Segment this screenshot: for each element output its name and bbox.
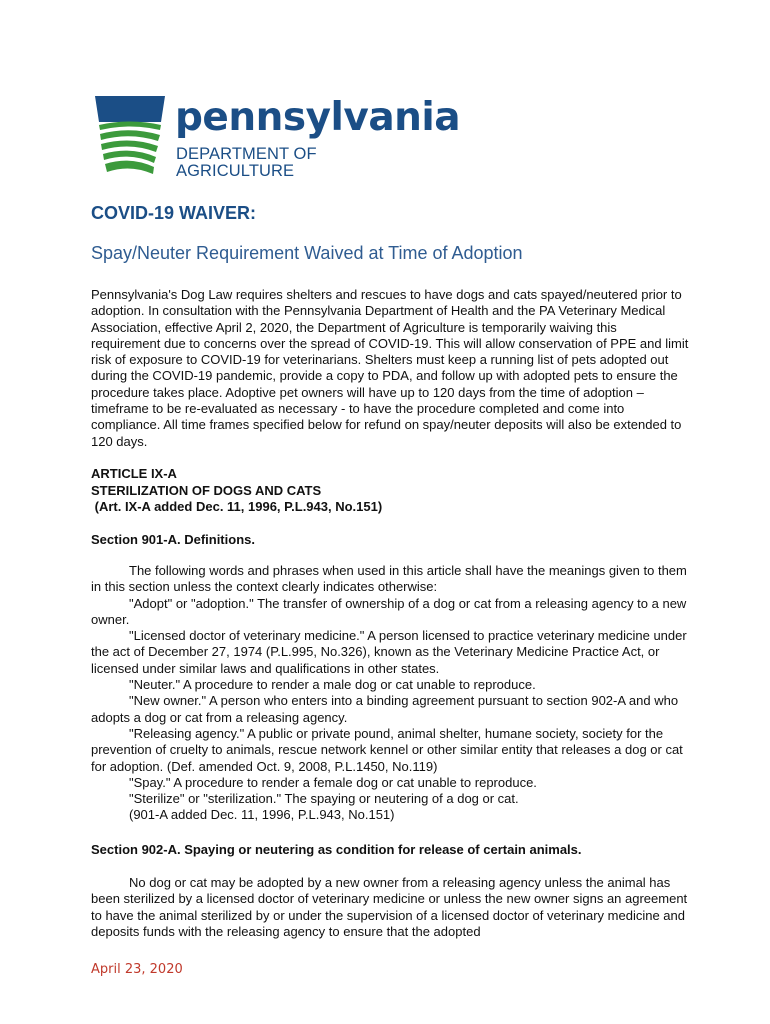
article-citation: (Art. IX-A added Dec. 11, 1996, P.L.943, No.151) [91,499,383,514]
article-number: ARTICLE IX-A [91,466,177,481]
logo-name: pennsylvania [175,95,461,140]
page-subtitle: Spay/Neuter Requirement Waived at Time of Adoption [91,243,523,263]
footer-date: April 23, 2020 [91,962,183,977]
definitions-intro: The following words and phrases when used in this article shall have the meanings given to them in this section unless the context clearly indicates otherwise: [91,563,687,595]
definition-neuter: "Neuter." A procedure to render a male dog or cat unable to reproduce. [129,677,536,693]
definition-sterilize: "Sterilize" or "sterilization." The spaying or neutering of a dog or cat. [129,791,519,807]
definition-spay: "Spay." A procedure to render a female dog or cat unable to reproduce. [129,774,537,790]
definition-new-owner: "New owner." A person who enters into a binding agreement pursuant to section 902-A and who adopts a dog or cat from a releasing agency. [91,693,679,725]
logo-department: DEPARTMENT OF AGRICULTURE [176,145,317,180]
article-heading [91,466,382,516]
keystone-logo-icon [91,92,169,178]
pda-logo [91,92,461,182]
definition-licensed-doctor: "Licensed doctor of veterinary medicine." A person licensed to practice veterinary medicine under the act of December 27, 1974 (P.L.995, No.326), known as the Veterinary Medicine Practice Act, or licensed under similar laws and qualifications in other states. [91,628,687,676]
section-901-citation: (901-A added Dec. 11, 1996, P.L.943, No.151) [129,807,395,823]
page-title: COVID-19 WAIVER: [91,203,257,223]
definition-releasing-agency: "Releasing agency." A public or private pound, animal shelter, humane society, society for the prevention of cruelty to animals, rescue network kennel or other similar entity that releases a dog or cat for adoption. (Def. amended Oct. 9, 2008, P.L.1450, No.119) [91,725,683,774]
definition-adopt: "Adopt" or "adoption." The transfer of ownership of a dog or cat from a releasing agency to a new owner. [91,595,687,627]
section-902-heading: Section 902-A. Spaying or neutering as condition for release of certain animals. [91,842,582,857]
section-901-body [91,563,689,824]
section-901-heading: Section 901-A. Definitions. [91,532,255,547]
section-902-paragraph: No dog or cat may be adopted by a new owner from a releasing agency unless the animal has been sterilized by a licensed doctor of veterinary medicine or unless the new owner signs an agreement to have the animal sterilized by or under the supervision of a licensed doctor of veterinary medicine and deposits funds with the releasing agency to ensure that the adopted [91,875,688,939]
intro-paragraph: Pennsylvania's Dog Law requires shelters and rescues to have dogs and cats spayed/neutered prior to adoption. In consultation with the Pennsylvania Department of Health and the PA Veterinary Medical Association, effective April 2, 2020, the Department of Agriculture is temporarily waiving this requirement due to concerns over the spread of COVID-19. This will allow conservation of PPE and limit risk of exposure to COVID-19 for veterinarians. Shelters must keep a running list of pets adopted out during the COVID-19 pandemic, provide a copy to PDA, and follow up with adopted pets to ensure the procedure takes place. Adoptive pet owners will have up to 120 days from the time of adoption – timeframe to be re-evaluated as necessary - to have the procedure completed and come into compliance. All time frames specified below for refund on spay/neuter deposits will also be extended to 120 days. [91,287,689,449]
article-title: STERILIZATION OF DOGS AND CATS [91,482,322,498]
